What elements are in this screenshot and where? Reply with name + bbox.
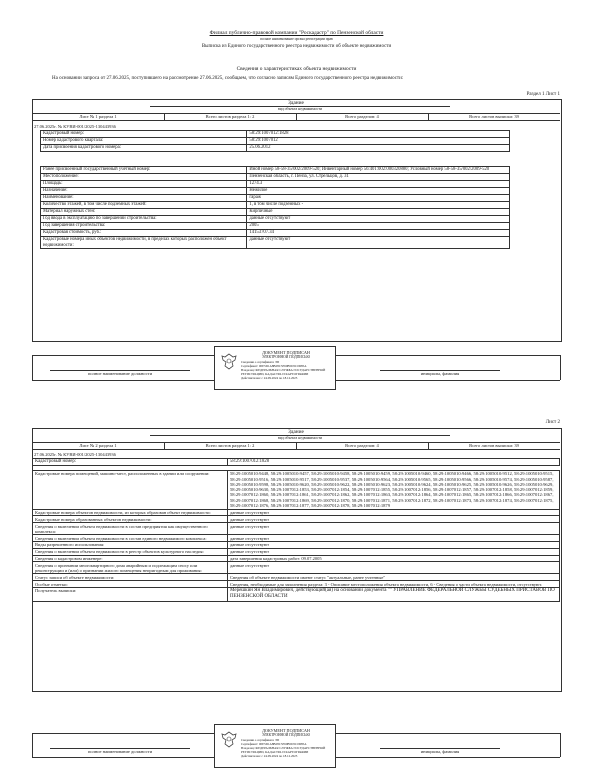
sheet1-sheet-no: Лист № 1 раздела 1 bbox=[79, 114, 117, 119]
cell-value: данные отсутствуют bbox=[227, 516, 559, 523]
cell-label: Сведения о кадастровом инженере: bbox=[33, 555, 228, 562]
sheet2-extract-sheets: Всего листов выписки: 39 bbox=[469, 443, 519, 448]
sheet2-date-number: 27.06.2025г. № КУВИ-001/2025-130443936 bbox=[34, 452, 116, 457]
cell-label: Ранее присвоенный государственный учетный номер: bbox=[41, 167, 247, 174]
stamp-details: Сведения о сертификате ЭП Сертификат: 00E5D1A8B28C5F60B5D5C0D85A Владелец: ФЕДЕРАЛЬНАЯ СЛУЖБА ГОСУДАРСТВЕННОЙ РЕГИСТРАЦИИ, КАДАСТРА И КАРТОГРАФИИ Действителен: с 24.09.2024 по 18.12.2025 bbox=[241, 738, 326, 759]
sheet2-label: Лист 2 bbox=[545, 420, 560, 425]
cell-label: Назначение: bbox=[41, 188, 247, 195]
cell-label: Кадастровый номер: bbox=[41, 131, 247, 138]
cell-value: Сведения об объекте недвижимости имеют статус "актуальные, ранее учтенные" bbox=[227, 574, 559, 581]
cell-label: Особые отметки: bbox=[33, 581, 228, 588]
cell-label: Получатель выписки: bbox=[33, 588, 228, 602]
sheet1-section-sheets: Всего листов раздела 1: 2 bbox=[205, 114, 255, 119]
cell-value: 58:29:1007012 bbox=[247, 138, 510, 145]
sheet2-table-cadastral bbox=[32, 458, 560, 466]
cell-label: Дата присвоения кадастрового номера: bbox=[41, 145, 247, 152]
sheet2-object-caption: вид объекта недвижимости bbox=[277, 436, 323, 440]
cell-label: Сведения о включении объекта недвижимости в состав предприятия как имущественного комплекса: bbox=[33, 523, 228, 535]
cell-value: данные отсутствуют bbox=[227, 523, 559, 535]
cell-value: 14153707.34 bbox=[247, 230, 510, 237]
sheet1-sections-total: Всего разделов: 4 bbox=[345, 114, 379, 119]
sig2-name: инициалы, фамилия bbox=[420, 749, 460, 754]
cell-label: Материал наружных стен: bbox=[41, 209, 247, 216]
extract-title: Выписка из Единого государственного реестра недвижимости об объекте недвижимости bbox=[201, 44, 392, 49]
cell-label: Количество этажей, в том числе подземных этажей: bbox=[41, 202, 247, 209]
info-title: Сведения о характеристиках объекта недвижимости bbox=[236, 66, 357, 72]
branch-name: Филиал публично-правовой компании "Роскадастр" по Пензенской области bbox=[209, 30, 384, 36]
cell-label: Сведения о включении объекта недвижимости в состав единого недвижимого комплекса: bbox=[33, 535, 228, 542]
e-signature-stamp-2 bbox=[214, 724, 336, 768]
cell-value: 25.06.2012 bbox=[247, 145, 510, 152]
cell-value: 1, в том числе подземных - bbox=[247, 202, 510, 209]
cell-label: Кадастровые номера иных объектов недвижимости, в пределах которых расположен объект недвижимости: bbox=[41, 237, 247, 249]
cell-value: 2005 bbox=[247, 223, 510, 230]
stamp-subtitle: ЭЛЕКТРОННОЙ ПОДПИСЬЮ bbox=[261, 355, 311, 359]
stamp-subtitle: ЭЛЕКТРОННОЙ ПОДПИСЬЮ bbox=[261, 733, 311, 737]
cell-label: Статус записи об объекте недвижимости: bbox=[33, 574, 228, 581]
sheet2-section-sheets: Всего листов раздела 1: 2 bbox=[205, 443, 255, 448]
cell-label: Год ввода в эксплуатацию по завершении строительства: bbox=[41, 216, 247, 223]
cell-value: данные отсутствуют bbox=[247, 237, 510, 249]
stamp-title: ДОКУМЕНТ ПОДПИСАН bbox=[262, 350, 310, 355]
sheet1-object-type: Здание bbox=[288, 100, 304, 106]
sheet2-table-details bbox=[32, 470, 560, 602]
sheet1-table-basic bbox=[40, 130, 510, 152]
cell-value: Кирпичные bbox=[247, 209, 510, 216]
cell-value: Сведения, необходимые для заполнения раздела: 3 - Описание местоположения объекта недвижимости, 6 - Сведения о части объекта недвижимости, отсутствуют. bbox=[227, 581, 559, 588]
sheet1-date-number: 27.06.2025г. № КУВИ-001/2025-130443936 bbox=[34, 124, 116, 129]
cell-value: Пензенская область, г. Пенза, ул. Стрельцов, д. 31 bbox=[247, 174, 510, 181]
sig1-position: полное наименование должности bbox=[88, 371, 152, 376]
cell-value: данные отсутствуют bbox=[227, 542, 559, 549]
cell-value: 58:29:1007012:1828 bbox=[227, 459, 559, 466]
sheet1-object-caption: вид объекта недвижимости bbox=[277, 107, 323, 111]
cell-value: данные отсутствуют bbox=[227, 535, 559, 542]
cell-label: Сведения о признании многоквартирного дома аварийным и подлежащим сносу или реконструкции и (или) о признании жилого помещения непригодным для проживания: bbox=[33, 562, 228, 574]
cell-label: Номер кадастрового квартала: bbox=[41, 138, 247, 145]
cell-value: данные отсутствуют bbox=[227, 509, 559, 516]
cell-value: Иной номер 58-58-35/002/2009-520; Инвентарный номер 56:401:002:000320880; Условный номер 58-58-35/002/2009-520 bbox=[247, 167, 510, 174]
sig2-position: полное наименование должности bbox=[88, 749, 152, 754]
cell-value-rooms: 58:29:1005010:9448, 58:29:1005010:9457, 58:29:1005010:9458, 58:29:1005010:9459, 58:29:1005010:9460, 58:29:1005010:9466, 58:29:1005010:9512, 58:29:1005010:9515, 58:29:1005010:9516, 58:29:1005010:9517, 58:29:1005010:9537, 58:29:1005010:9564, 58:29:1005010:9565, 58:29:1005010:9566, 58:29:1005010:9574, 58:29:1005010:9587, 58:29:1005010:9598, 58:29:1005010:9620, 58:29:1005010:9622, 58:29:1005010:9623, 58:29:1005010:9624, 58:29:1005010:9625, 58:29:1005010:9626, 58:29:1005010:9629, 58:29:1005010:9630, 58:29:1007012:1853, 58:29:1007012:1854, 58:29:1007012:1855, 58:29:1007012:1856, 58:29:1007012:1857, 58:29:1007012:1858, 58:29:1007012:1859, 58:29:1007012:1860, 58:29:1007012:1861, 58:29:1007012:1862, 58:29:1007012:1863, 58:29:1007012:1864, 58:29:1007012:1865, 58:29:1007012:1866, 58:29:1007012:1867, 58:29:1007012:1868, 58:29:1007012:1869, 58:29:1007012:1870, 58:29:1007012:1871, 58:29:1007012:1872, 58:29:1007012:1873, 58:29:1007012:1874, 58:29:1007012:1875, 58:29:1007012:1876, 58:29:1007012:1877, 58:29:1007012:1878, 58:29:1007012:1879 bbox=[227, 471, 559, 510]
cell-value: данные отсутствуют bbox=[227, 548, 559, 555]
cell-label: Кадастровые номера объектов недвижимости, из которых образован объект недвижимости: bbox=[33, 509, 228, 516]
sheet1-label: Раздел 1 Лист 1 bbox=[526, 92, 560, 97]
cell-label: Наименование: bbox=[41, 195, 247, 202]
cell-value: 58:29:1007012:1828 bbox=[247, 131, 510, 138]
cell-label: Кадастровая стоимость, руб.: bbox=[41, 230, 247, 237]
cell-label: Сведения о включении объекта недвижимости в реестр объектов культурного наследия: bbox=[33, 548, 228, 555]
sheet1-extract-sheets: Всего листов выписки: 39 bbox=[469, 114, 519, 119]
cell-value: данные отсутствуют bbox=[247, 216, 510, 223]
coat-of-arms-icon bbox=[218, 351, 240, 373]
branch-caption: полное наименование органа регистрации прав bbox=[260, 37, 333, 41]
cell-value: дата завершения кадастровых работ: 09.07.2005 bbox=[227, 555, 559, 562]
sheet1-table-details bbox=[40, 166, 510, 249]
sheet2-sections-total: Всего разделов: 4 bbox=[345, 443, 379, 448]
cell-label: Площадь: bbox=[41, 181, 247, 188]
intro-text: На основании запроса от 27.06.2025, поступившего на рассмотрение 27.06.2025, сообщаем, что согласно записям Единого государственного реестра недвижимости: bbox=[52, 76, 404, 81]
cell-label: Кадастровые номера образованных объектов недвижимости: bbox=[33, 516, 228, 523]
cell-label: Кадастровые номера помещений, машино-мест, расположенных в здании или сооружении: bbox=[33, 471, 228, 510]
cell-value: гараж bbox=[247, 195, 510, 202]
cell-value: 1274.3 bbox=[247, 181, 510, 188]
stamp-title: ДОКУМЕНТ ПОДПИСАН bbox=[262, 728, 310, 733]
coat-of-arms-icon bbox=[218, 729, 240, 751]
sig1-name: инициалы, фамилия bbox=[420, 371, 460, 376]
cell-label: Кадастровый номер: bbox=[33, 459, 228, 466]
e-signature-stamp bbox=[214, 346, 336, 390]
cell-label: Местоположение: bbox=[41, 174, 247, 181]
cell-value: Мерешкин Ян Владимирович, действующий(ая) на основании документа "" УПРАВЛЕНИЕ ФЕДЕРАЛЬНОЙ СЛУЖБЫ СУДЕБНЫХ ПРИСТАВОВ ПО ПЕНЗЕНСКОЙ ОБЛАСТИ bbox=[227, 588, 559, 602]
cell-label: Виды разрешенного использования: bbox=[33, 542, 228, 549]
cell-value: Нежилое bbox=[247, 188, 510, 195]
sheet2-sheet-no: Лист № 2 раздела 1 bbox=[79, 443, 117, 448]
cell-value: данные отсутствуют bbox=[227, 562, 559, 574]
sheet2-object-type: Здание bbox=[288, 429, 304, 435]
stamp-details: Сведения о сертификате ЭП Сертификат: 00E5D1A8B28C5F60B5D5C0D85A Владелец: ФЕДЕРАЛЬНАЯ СЛУЖБА ГОСУДАРСТВЕННОЙ РЕГИСТРАЦИИ, КАДАСТРА И КАРТОГРАФИИ Действителен: с 24.09.2024 по 18.12.2025 bbox=[241, 360, 326, 381]
cell-label: Год завершения строительства: bbox=[41, 223, 247, 230]
